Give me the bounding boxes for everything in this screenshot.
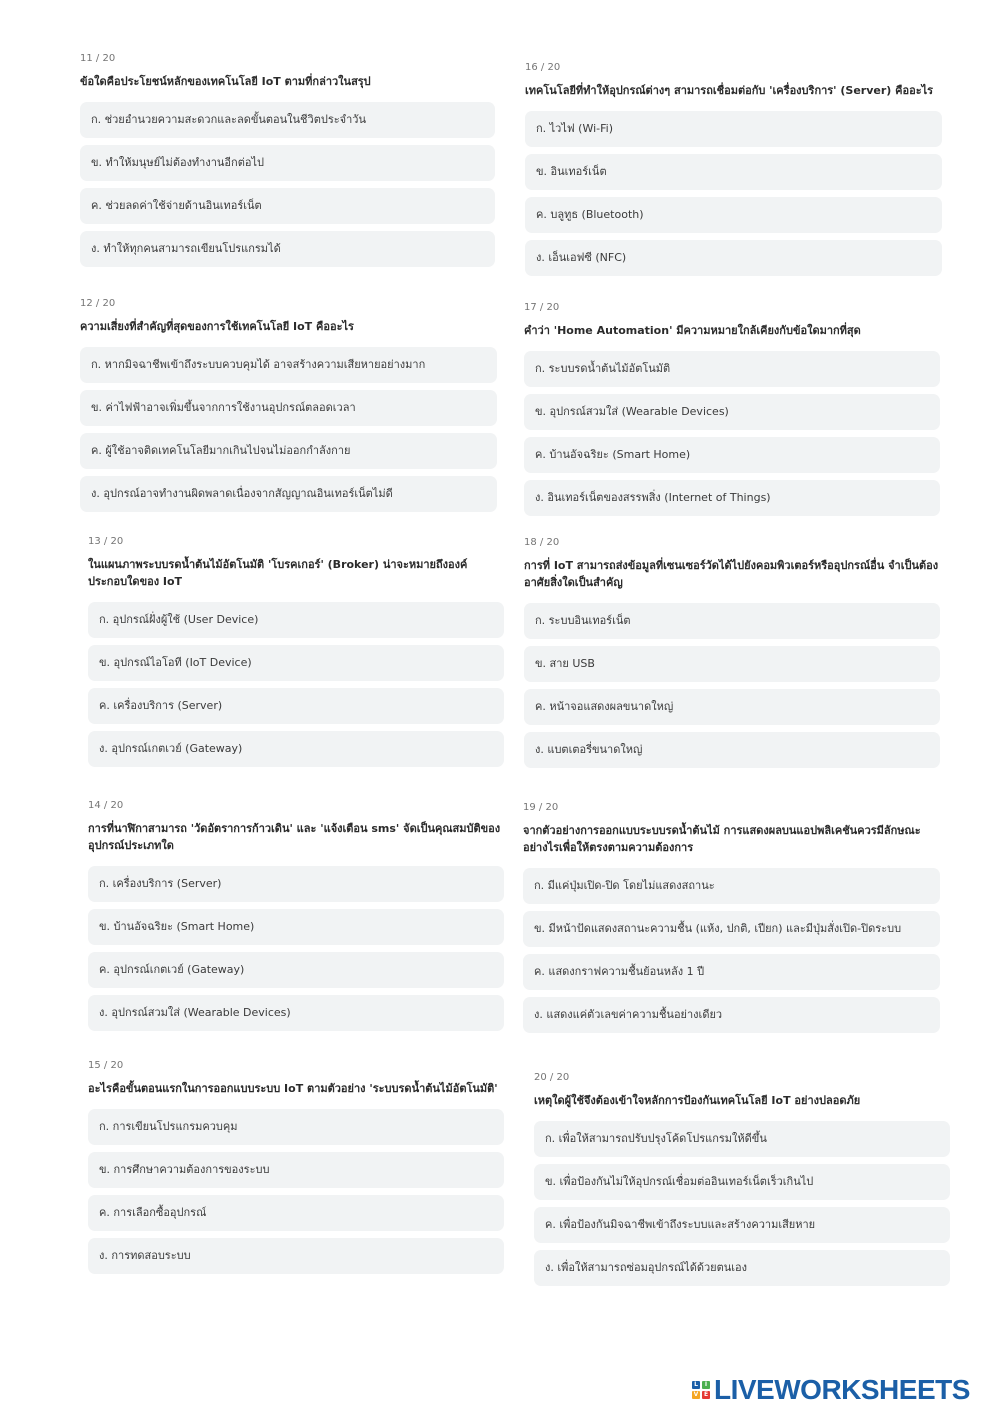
option-list (524, 351, 940, 516)
option-list (524, 603, 940, 768)
question-12 (80, 298, 497, 519)
question-number: 12 / 20 (80, 298, 116, 309)
question-20 (534, 1072, 950, 1293)
logo-letter-l: L (692, 1381, 700, 1389)
option-list (534, 1121, 950, 1286)
question-number: 13 / 20 (88, 536, 124, 547)
logo-letter-i: I (702, 1381, 710, 1389)
option-b[interactable]: ข. อุปกรณ์ไอโอที (IoT Device) (88, 645, 504, 681)
option-a[interactable]: ก. มีแค่ปุ่มเปิด-ปิด โดยไม่แสดงสถานะ (523, 868, 940, 904)
question-number: 15 / 20 (88, 1060, 124, 1071)
question-text: อะไรคือขั้นตอนแรกในการออกแบบระบบ IoT ตามตัวอย่าง 'ระบบรดน้ำต้นไม้อัตโนมัติ' (88, 1082, 498, 1095)
option-a[interactable]: ก. ไวไฟ (Wi-Fi) (525, 111, 942, 147)
option-b[interactable]: ข. ทำให้มนุษย์ไม่ต้องทำงานอีกต่อไป (80, 145, 495, 181)
option-c[interactable]: ค. แสดงกราฟความชื้นย้อนหลัง 1 ปี (523, 954, 940, 990)
question-text: ข้อใดคือประโยชน์หลักของเทคโนโลยี IoT ตามที่กล่าวในสรุป (80, 75, 371, 88)
option-a[interactable]: ก. เครื่องบริการ (Server) (88, 866, 504, 902)
logo-letter-e: E (703, 1391, 709, 1398)
question-text: เหตุใดผู้ใช้จึงต้องเข้าใจหลักการป้องกันเทคโนโลยี IoT อย่างปลอดภัย (534, 1094, 861, 1107)
option-d[interactable]: ง. อุปกรณ์เกตเวย์ (Gateway) (88, 731, 504, 767)
option-list (88, 602, 504, 767)
option-b[interactable]: ข. มีหน้าปัดแสดงสถานะความชื้น (แห้ง, ปกติ, เปียก) และมีปุ่มสั่งเปิด-ปิดระบบ (523, 911, 940, 947)
option-d[interactable]: ง. เอ็นเอฟซี (NFC) (525, 240, 942, 276)
option-b[interactable]: ข. อุปกรณ์สวมใส่ (Wearable Devices) (524, 394, 940, 430)
question-text: การที่นาฬิกาสามารถ 'วัดอัตราการก้าวเดิน' และ 'แจ้งเตือน sms' จัดเป็นคุณสมบัติของอุปกรณ์ประเภทใด (88, 822, 501, 852)
option-list (523, 868, 940, 1033)
option-a[interactable]: ก. เพื่อให้สามารถปรับปรุงโค้ดโปรแกรมให้ดีขึ้น (534, 1121, 950, 1157)
option-a[interactable]: ก. การเขียนโปรแกรมควบคุม (88, 1109, 504, 1145)
question-number: 19 / 20 (523, 802, 559, 813)
option-c[interactable]: ค. ช่วยลดค่าใช้จ่ายด้านอินเทอร์เน็ต (80, 188, 495, 224)
option-a[interactable]: ก. ช่วยอำนวยความสะดวกและลดขั้นตอนในชีวิตประจำวัน (80, 102, 495, 138)
question-18 (524, 537, 940, 775)
question-text: ในแผนภาพระบบรดน้ำต้นไม้อัตโนมัติ 'โบรคเกอร์' (Broker) น่าจะหมายถึงองค์ประกอบใดของ IoT (88, 558, 468, 588)
question-16 (525, 62, 942, 283)
question-13 (88, 536, 504, 774)
option-c[interactable]: ค. เครื่องบริการ (Server) (88, 688, 504, 724)
option-a[interactable]: ก. ระบบอินเทอร์เน็ต (524, 603, 940, 639)
option-a[interactable]: ก. หากมิจฉาชีพเข้าถึงระบบควบคุมได้ อาจสร้างความเสียหายอย่างมาก (80, 347, 497, 383)
option-b[interactable]: ข. อินเทอร์เน็ต (525, 154, 942, 190)
question-number: 20 / 20 (534, 1072, 570, 1083)
question-text: จากตัวอย่างการออกแบบระบบรดน้ำต้นไม้ การแสดงผลบนแอปพลิเคชันควรมีลักษณะอย่างไรเพื่อให้ตรงตามความต้องการ (523, 824, 921, 854)
option-b[interactable]: ข. บ้านอัจฉริยะ (Smart Home) (88, 909, 504, 945)
question-text: เทคโนโลยีที่ทำให้อุปกรณ์ต่างๆ สามารถเชื่อมต่อกับ 'เครื่องบริการ' (Server) คืออะไร (525, 84, 934, 97)
option-a[interactable]: ก. ระบบรดน้ำต้นไม้อัตโนมัติ (524, 351, 940, 387)
question-number: 17 / 20 (524, 302, 560, 313)
option-c[interactable]: ค. เพื่อป้องกันมิจฉาชีพเข้าถึงระบบและสร้างความเสียหาย (534, 1207, 950, 1243)
option-d[interactable]: ง. อุปกรณ์สวมใส่ (Wearable Devices) (88, 995, 504, 1031)
question-number: 18 / 20 (524, 537, 560, 548)
option-list (88, 1109, 504, 1274)
option-a[interactable]: ก. อุปกรณ์ฝั่งผู้ใช้ (User Device) (88, 602, 504, 638)
option-d[interactable]: ง. ทำให้ทุกคนสามารถเขียนโปรแกรมได้ (80, 231, 495, 267)
question-11 (80, 53, 495, 274)
option-d[interactable]: ง. การทดสอบระบบ (88, 1238, 504, 1274)
question-19 (523, 802, 940, 1040)
option-d[interactable]: ง. อินเทอร์เน็ตของสรรพสิ่ง (Internet of Things) (524, 480, 940, 516)
option-list (80, 102, 495, 267)
option-d[interactable]: ง. เพื่อให้สามารถซ่อมอุปกรณ์ได้ด้วยตนเอง (534, 1250, 950, 1286)
option-c[interactable]: ค. การเลือกซื้ออุปกรณ์ (88, 1195, 504, 1231)
option-d[interactable]: ง. แบตเตอรี่ขนาดใหญ่ (524, 732, 940, 768)
option-list (80, 347, 497, 512)
question-text: การที่ IoT สามารถส่งข้อมูลที่เซนเซอร์วัดได้ไปยังคอมพิวเตอร์หรืออุปกรณ์อื่น จำเป็นต้องอาศัยสิ่งใดเป็นสำคัญ (524, 559, 939, 589)
question-17 (524, 302, 940, 523)
option-c[interactable]: ค. หน้าจอแสดงผลขนาดใหญ่ (524, 689, 940, 725)
logo-text: LIVEWORKSHEETS (714, 1374, 970, 1405)
question-15 (88, 1060, 504, 1281)
question-number: 16 / 20 (525, 62, 561, 73)
option-b[interactable]: ข. ค่าไฟฟ้าอาจเพิ่มขึ้นจากการใช้งานอุปกรณ์ตลอดเวลา (80, 390, 497, 426)
logo-grid-icon (692, 1381, 710, 1399)
option-list (88, 866, 504, 1031)
option-d[interactable]: ง. แสดงแค่ตัวเลขค่าความชื้นอย่างเดียว (523, 997, 940, 1033)
question-text: คำว่า 'Home Automation' มีความหมายใกล้เคียงกับข้อใดมากที่สุด (524, 324, 861, 337)
logo-letter-v: V (693, 1391, 699, 1398)
question-number: 14 / 20 (88, 800, 124, 811)
option-b[interactable]: ข. สาย USB (524, 646, 940, 682)
question-number: 11 / 20 (80, 53, 116, 64)
option-list (525, 111, 942, 276)
option-b[interactable]: ข. การศึกษาความต้องการของระบบ (88, 1152, 504, 1188)
option-c[interactable]: ค. บ้านอัจฉริยะ (Smart Home) (524, 437, 940, 473)
question-14 (88, 800, 504, 1038)
option-c[interactable]: ค. อุปกรณ์เกตเวย์ (Gateway) (88, 952, 504, 988)
liveworksheets-logo (692, 1375, 970, 1405)
option-c[interactable]: ค. บลูทูธ (Bluetooth) (525, 197, 942, 233)
option-b[interactable]: ข. เพื่อป้องกันไม่ให้อุปกรณ์เชื่อมต่ออินเทอร์เน็ตเร็วเกินไป (534, 1164, 950, 1200)
option-d[interactable]: ง. อุปกรณ์อาจทำงานผิดพลาดเนื่องจากสัญญาณอินเทอร์เน็ตไม่ดี (80, 476, 497, 512)
question-text: ความเสี่ยงที่สำคัญที่สุดของการใช้เทคโนโลยี IoT คืออะไร (80, 320, 354, 333)
option-c[interactable]: ค. ผู้ใช้อาจติดเทคโนโลยีมากเกินไปจนไม่ออกกำลังกาย (80, 433, 497, 469)
